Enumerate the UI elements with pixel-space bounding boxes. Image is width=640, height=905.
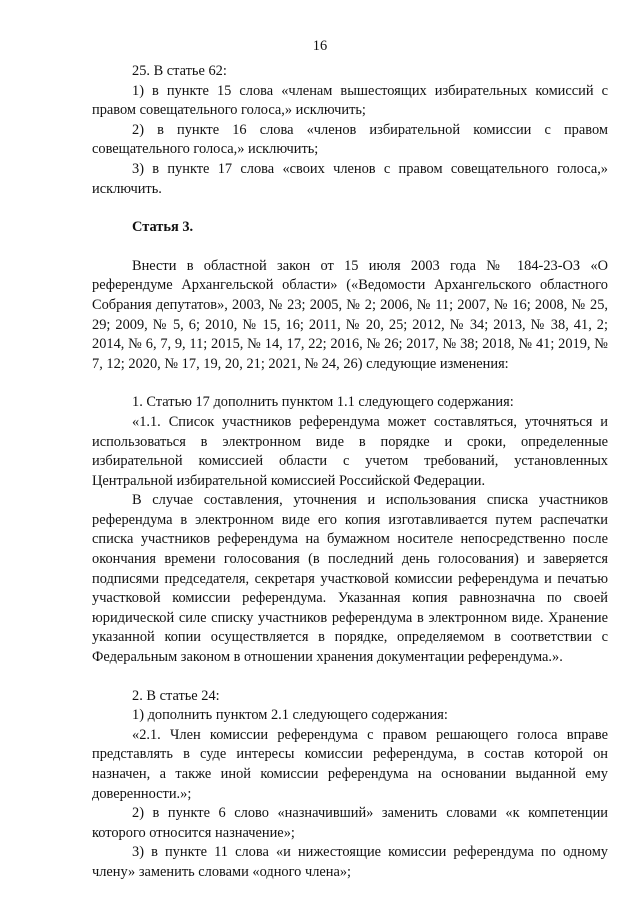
paragraph: 2. В статье 24: bbox=[132, 687, 220, 704]
paragraph: 3) в пункте 17 слова «своих членов с правом совещательного голоса,» исключить. bbox=[92, 160, 608, 197]
paragraph: «1.1. Список участников референдума может составляться, уточняться и использоваться в электронном виде в порядке и сроки, определенные избирательной комиссией области с учетом требований, установленных Центральной избирательной комиссией Российской Федерации. bbox=[92, 413, 608, 489]
paragraph: Внести в областной закон от 15 июля 2003 года № 184-23-ОЗ «О референдуме Архангельской области» («Ведомости Архангельского областного Собрания депутатов», 2003, № 23; 2005, № 2; 2006, № 11; 2007, № 16; 2008, № 25, 29; 2009, № 5, 6; 2010, № 15, 16; 2011, № 20, 25; 2012, № 34; 2013, № 38, 41, 2; 2014, № 6, 7, 9, 11; 2015, № 14, 17, 22; 2016, № 26; 2017, № 38; 2018, № 41; 2019, № 7, 12; 2020, № 17, 19, 20, 21; 2021, № 24, 26) следующие изменения: bbox=[92, 257, 608, 372]
paragraph: «2.1. Член комиссии референдума с правом решающего голоса вправе представлять в суде интересы комиссии референдума, в состав которой он назначен, а также иной комиссии референдума на основании выданной ему доверенности.»; bbox=[92, 726, 608, 802]
document-body bbox=[92, 62, 608, 883]
spacer bbox=[92, 238, 608, 257]
spacer bbox=[92, 668, 608, 687]
paragraph: 2) в пункте 16 слова «членов избирательной комиссии с правом совещательного голоса,» исключить; bbox=[92, 121, 608, 158]
spacer bbox=[92, 374, 608, 393]
paragraph: 1) в пункте 15 слова «членам вышестоящих избирательных комиссий с правом совещательного голоса,» исключить; bbox=[92, 82, 608, 119]
article-heading: Статья 3. bbox=[132, 219, 194, 236]
paragraph: 2) в пункте 6 слово «назначивший» заменить словами «к компетенции которого относится назначение»; bbox=[92, 805, 608, 841]
paragraph: 25. В статье 62: bbox=[132, 63, 227, 79]
page-number: 16 bbox=[312, 38, 328, 54]
paragraph: В случае составления, уточнения и использования списка участников референдума в электронном виде его копия изготавливается путем распечатки списка участников референдума на бумажном носителе непосредственно после окончания времени голосования (в последний день голосования) и заверяется подписями председателя, секретаря участковой комиссии референдума и печатью участковой комиссии референдума. Указанная копия равнозначна по своей юридической силе списку участников референдума в электронном виде. Хранение указанной копии осуществляется в порядке, определяемом в соответствии с Федеральным законом в отношении хранения документации референдума.». bbox=[92, 492, 608, 666]
paragraph: 1. Статью 17 дополнить пунктом 1.1 следующего содержания: bbox=[132, 394, 514, 411]
spacer bbox=[92, 199, 608, 218]
paragraph: 3) в пункте 11 слова «и нижестоящие комиссии референдума по одному члену» заменить словами «одного члена»; bbox=[92, 844, 608, 880]
paragraph: 1) дополнить пунктом 2.1 следующего содержания: bbox=[132, 707, 448, 724]
